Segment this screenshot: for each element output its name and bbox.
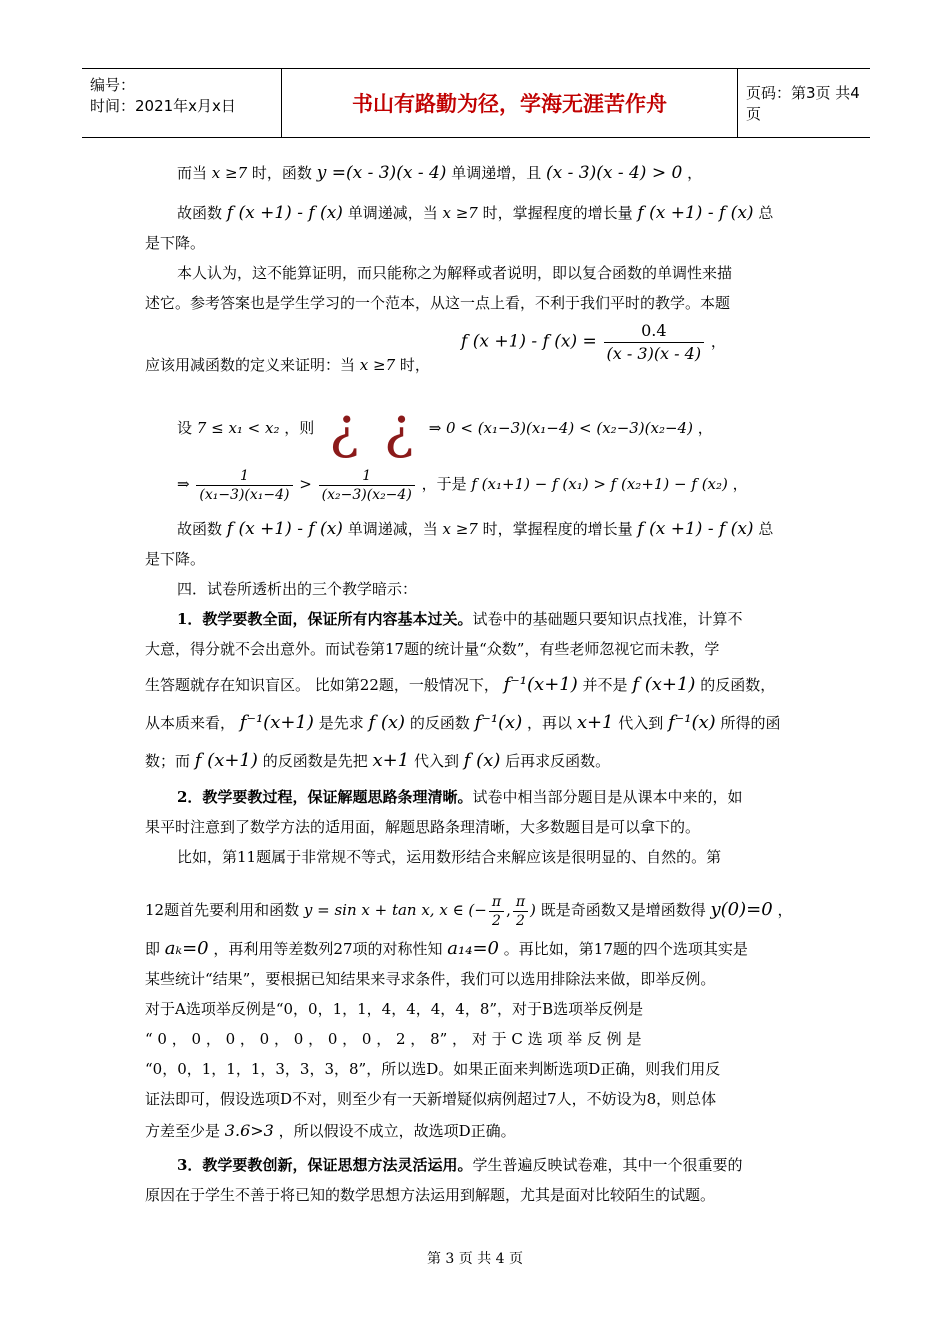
text: 后再求反函数。 — [505, 752, 611, 770]
paragraph-line — [177, 604, 742, 634]
text: 故函数 — [177, 204, 223, 222]
text: 的反函数， — [700, 676, 776, 694]
text: 。再比如，第17题的四个选项其实是 — [503, 940, 748, 958]
paragraph-line: 是下降。 — [145, 550, 206, 568]
fraction — [513, 893, 528, 930]
paragraph-line — [145, 708, 780, 738]
text: 从本质来看， — [145, 714, 236, 732]
paragraph-line — [177, 395, 713, 461]
text: ，于是 — [421, 475, 467, 493]
paragraph-line — [177, 1150, 742, 1180]
math: f (x) — [368, 712, 406, 733]
text: 的反函数 — [409, 714, 470, 732]
paragraph-line — [145, 746, 610, 776]
text: ，所以假设不成立，故选项D正确。 — [278, 1122, 516, 1140]
fraction-denominator: (x₂−3)(x₂−4) — [321, 486, 412, 503]
text: 应该用减函数的定义来证明：当 — [145, 356, 356, 374]
math: y(0)=0 — [710, 899, 773, 920]
text: ， — [697, 419, 713, 437]
fraction-denominator: 2 — [515, 912, 525, 929]
text: 既是奇函数又是增函数得 — [540, 901, 706, 919]
paragraph-line — [145, 350, 430, 380]
math: y = sin x + tan x, x ∈ (− — [303, 901, 487, 919]
text: 并不是 — [582, 676, 628, 694]
paragraph-line: “ 0 ， 0 ， 0 ， 0 ， 0 ， 0 ， 0 ， 2 ， 8” ， 对 于 C 选 项 举 反 例 是 — [145, 1030, 642, 1048]
fraction-denominator: (x₁−3)(x₁−4) — [199, 486, 290, 503]
paragraph-line: 本人认为，这不能算证明，而只能称之为解释或者说明，即以复合函数的单调性来描 — [177, 264, 733, 282]
text: 时，掌握程度的增长量 — [482, 520, 633, 538]
text: > — [299, 475, 312, 493]
text: 时，函数 — [251, 164, 312, 182]
text: ，再利用等差数列27项的对称性知 — [213, 940, 443, 958]
paragraph-line: 述它。参考答案也是学生学习的一个范本，从这一点上看，不利于我们平时的教学。本题 — [145, 294, 731, 312]
header-info — [82, 69, 282, 137]
text: , — [506, 901, 511, 919]
math: f (x) — [463, 750, 501, 771]
text: 时，掌握程度的增长量 — [482, 204, 633, 222]
bold-heading: 2．教学要教过程，保证解题思路条理清晰。 — [177, 788, 473, 806]
math: x+1 — [372, 750, 410, 771]
math: 3.6>3 — [224, 1121, 274, 1140]
text: ， — [777, 901, 793, 919]
text: ⇒ — [177, 475, 190, 493]
text: ，再以 — [527, 714, 573, 732]
fraction-numerator: 1 — [319, 467, 415, 486]
paragraph-line: 比如，第11题属于非常规不等式，运用数形结合来解应该是很明显的、自然的。第 — [177, 848, 722, 866]
fraction — [604, 320, 705, 365]
fraction-denominator: (x - 3)(x - 4) — [606, 344, 702, 363]
text: 故函数 — [177, 520, 223, 538]
fraction-numerator: π — [513, 893, 528, 912]
text: 单调递减，当 — [347, 520, 438, 538]
text: 试卷中相当部分题目是从课本中来的，如 — [472, 788, 743, 806]
text: ， — [710, 332, 726, 351]
paragraph-line — [177, 198, 773, 228]
fraction-numerator: 0.4 — [604, 320, 705, 343]
text: 学生普遍反映试卷难，其中一个很重要的 — [472, 1156, 743, 1174]
math: f (x₁+1) − f (x₁) > f (x₂+1) − f (x₂) — [471, 475, 728, 493]
paragraph-line: 原因在于学生不善于将已知的数学思想方法运用到解题，尤其是面对比较陌生的试题。 — [145, 1186, 716, 1204]
text: 单调递减，当 — [347, 204, 438, 222]
text: 总 — [758, 204, 774, 222]
text: 代入到 — [618, 714, 664, 732]
paragraph-line — [145, 934, 748, 964]
fraction-numerator: π — [489, 893, 504, 912]
paragraph-line — [177, 782, 742, 812]
math: f⁻¹(x+1) — [239, 712, 314, 733]
math: x ≥7 — [359, 356, 396, 374]
math: f (x +1) - f (x) — [226, 519, 343, 539]
paragraph-line: 大意，得分就不会出意外。而试卷第17题的统计量“众数”，有些老师忽视它而未教，学 — [145, 640, 720, 658]
math: f⁻¹(x) — [668, 712, 716, 733]
header-motto: 书山有路勤为径，学海无涯苦作舟 — [282, 69, 738, 137]
math: f (x +1) - f (x) = — [461, 331, 597, 352]
text: 单调递增，且 — [451, 164, 542, 182]
text: 时， — [399, 356, 430, 374]
math: f⁻¹(x) — [474, 712, 523, 733]
text: 生答题就存在知识盲区。 比如第22题，一般情况下， — [145, 676, 499, 694]
math: (x - 3)(x - 4) > 0 — [546, 163, 683, 183]
broken-glyph-icon: ¿ — [383, 396, 414, 461]
text: ， — [687, 164, 703, 182]
math: f (x +1) - f (x) — [226, 203, 343, 223]
text: 12题首先要利用和函数 — [145, 901, 300, 919]
section-heading: 四．试卷所透析出的三个教学暗示： — [177, 580, 418, 598]
math: ⇒ 0 < (x₁−3)(x₁−4) < (x₂−3)(x₂−4) — [428, 419, 693, 437]
bold-heading: 1．教学要教全面，保证所有内容基本过关。 — [177, 610, 473, 628]
text: 试卷中的基础题只要知识点找准，计算不 — [472, 610, 743, 628]
text: 代入到 — [413, 752, 459, 770]
math: f (x +1) - f (x) — [637, 203, 754, 223]
math: x ≥7 — [442, 204, 478, 222]
paragraph-line — [177, 514, 773, 544]
paragraph-line: 某些统计“结果”，要根据已知结果来寻求条件，我们可以选用排除法来做，即举反例。 — [145, 970, 716, 988]
text: 数；而 — [145, 752, 191, 770]
broken-glyph-icon: ¿ — [329, 396, 360, 461]
time-label: 时间：2021年x月x日 — [90, 97, 236, 115]
paragraph-line — [145, 670, 775, 700]
paragraph-line: “0，0，1，1，1，3，3，3，8”，所以选D。如果正面来判断选项D正确，则我们用反 — [145, 1060, 721, 1078]
text: 是先求 — [318, 714, 364, 732]
math: f (x+1) — [194, 750, 258, 771]
page-footer: 第 3 页 共 4 页 — [426, 1251, 524, 1267]
text: 即 — [145, 940, 161, 958]
math: a₁₄=0 — [447, 938, 499, 959]
text: 设 — [177, 419, 193, 437]
paragraph-line: 证法即可，假设选项D不对，则至少有一天新增疑似病例超过7人，不妨设为8，则总体 — [145, 1090, 717, 1108]
text: 方差至少是 — [145, 1122, 221, 1140]
page-header — [82, 68, 870, 138]
math: 7 ≤ x₁ < x₂ — [196, 419, 280, 437]
paragraph-line: 是下降。 — [145, 234, 206, 252]
text: 而当 — [177, 164, 208, 182]
math: aₖ=0 — [164, 938, 209, 959]
fraction-numerator: 1 — [196, 467, 292, 486]
math: x+1 — [576, 712, 614, 733]
fraction — [196, 467, 292, 504]
bold-heading: 3．教学要教创新，保证思想方法灵活运用。 — [177, 1156, 473, 1174]
paragraph-line — [145, 1116, 516, 1146]
math: y =(x - 3)(x - 4) — [316, 163, 447, 183]
formula-line — [461, 320, 726, 365]
math: x ≥7 — [211, 164, 248, 182]
number-label: 编号： — [90, 76, 136, 94]
text: 总 — [758, 520, 774, 538]
fraction-denominator: 2 — [492, 912, 501, 929]
paragraph-line — [177, 158, 702, 188]
paragraph-line — [145, 884, 792, 936]
text: 所得的函 — [720, 714, 781, 732]
text: ，则 — [284, 419, 315, 437]
math: x ≥7 — [442, 520, 478, 538]
text: 的反函数是先把 — [262, 752, 368, 770]
paragraph-line: 果平时注意到了数学方法的适用面，解题思路条理清晰，大多数题目是可以拿下的。 — [145, 818, 701, 836]
math: f (x +1) - f (x) — [637, 519, 754, 539]
header-page-label: 页码：第3页 共4页 — [746, 84, 860, 123]
math: f (x+1) — [632, 674, 696, 695]
math: f⁻¹(x+1) — [503, 674, 578, 695]
paragraph-line — [177, 462, 748, 506]
paragraph-line: 对于A选项举反例是“0，0，1，1，4，4，4，4，8”，对于B选项举反例是 — [145, 1000, 644, 1018]
math: ) — [530, 901, 536, 919]
fraction — [489, 893, 504, 930]
fraction — [319, 467, 415, 504]
text: ， — [732, 475, 748, 493]
